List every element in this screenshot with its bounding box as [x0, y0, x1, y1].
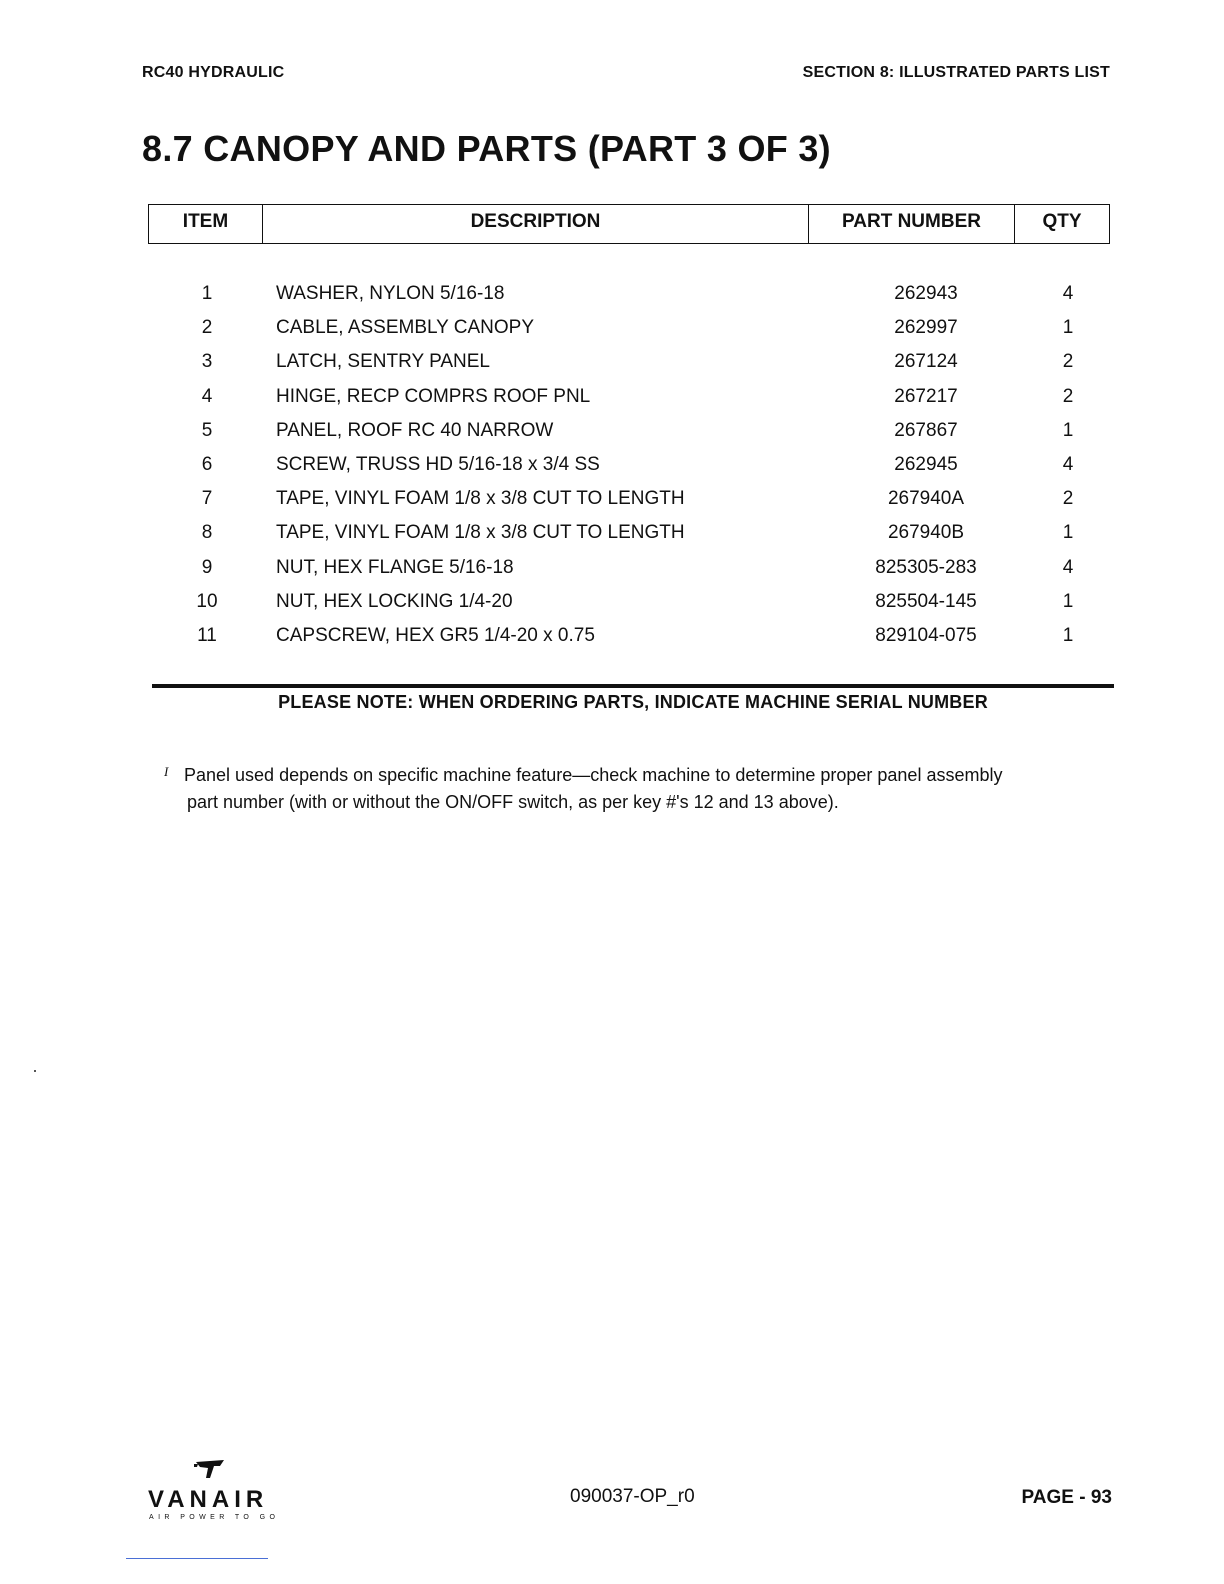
table-row — [148, 277, 1110, 311]
quantity: 4 — [1062, 283, 1074, 305]
parts-table-body — [148, 277, 1110, 653]
quantity: 1 — [1062, 419, 1074, 441]
item-description: TAPE, VINYL FOAM 1/8 x 3/8 CUT TO LENGTH — [276, 522, 685, 544]
column-header-item: ITEM — [149, 205, 263, 243]
item-number: 7 — [201, 488, 213, 510]
quantity: 1 — [1062, 590, 1074, 612]
item-description: TAPE, VINYL FOAM 1/8 x 3/8 CUT TO LENGTH — [276, 488, 685, 510]
ordering-note: PLEASE NOTE: WHEN ORDERING PARTS, INDICATE MACHINE SERIAL NUMBER — [278, 692, 988, 712]
item-number: 10 — [196, 590, 218, 612]
part-number: 267940A — [887, 488, 965, 510]
quantity: 2 — [1062, 351, 1074, 373]
part-number: 825504-145 — [875, 590, 977, 612]
table-row — [148, 345, 1110, 379]
quantity: 2 — [1062, 488, 1074, 510]
part-number: 262997 — [894, 317, 958, 339]
header-right: SECTION 8: ILLUSTRATED PARTS LIST — [802, 64, 1110, 81]
item-number: 1 — [201, 283, 213, 305]
table-row — [148, 311, 1110, 345]
item-number: 2 — [201, 317, 213, 339]
part-number: 267124 — [894, 351, 958, 373]
part-number: 262943 — [894, 283, 958, 305]
quantity: 4 — [1062, 556, 1074, 578]
item-number: 11 — [197, 624, 217, 646]
vanair-logo — [148, 1458, 308, 1528]
part-number: 262945 — [894, 454, 958, 476]
item-number: 8 — [201, 522, 213, 544]
quantity: 1 — [1062, 317, 1074, 339]
item-description: LATCH, SENTRY PANEL — [276, 351, 490, 373]
footnote-line-2: part number (with or without the ON/OFF switch, as per key #'s 12 and 13 above). — [187, 792, 839, 812]
item-description: SCREW, TRUSS HD 5/16-18 x 3/4 SS — [276, 454, 600, 476]
item-number: 3 — [201, 351, 213, 373]
item-description: WASHER, NYLON 5/16-18 — [276, 283, 505, 305]
table-row — [148, 448, 1110, 482]
quantity: 1 — [1062, 522, 1074, 544]
blue-underline — [126, 1558, 268, 1559]
table-row — [148, 585, 1110, 619]
divider-rule — [152, 684, 1114, 688]
item-number: 5 — [201, 419, 213, 441]
column-header-description: DESCRIPTION — [263, 205, 809, 243]
vanair-logo-icon — [194, 1458, 228, 1482]
page-number: PAGE - 93 — [1021, 1487, 1112, 1508]
table-row — [148, 516, 1110, 550]
item-description: CABLE, ASSEMBLY CANOPY — [276, 317, 535, 339]
item-description: CAPSCREW, HEX GR5 1/4-20 x 0.75 — [276, 624, 595, 646]
item-description: NUT, HEX FLANGE 5/16-18 — [276, 556, 514, 578]
scan-speck — [34, 1070, 36, 1072]
part-number: 267940B — [887, 522, 965, 544]
table-row — [148, 482, 1110, 516]
table-row — [148, 414, 1110, 448]
footnote-line-1: Panel used depends on specific machine feature—check machine to determine proper panel assembly — [184, 765, 1003, 785]
part-number: 829104-075 — [875, 624, 977, 646]
quantity: 1 — [1062, 624, 1074, 646]
logo-tagline: AIR POWER TO GO — [149, 1514, 280, 1521]
logo-wordmark: VANAIR — [148, 1486, 269, 1513]
part-number: 267867 — [894, 419, 958, 441]
part-number: 267217 — [894, 385, 958, 407]
quantity: 2 — [1062, 385, 1074, 407]
table-row — [148, 619, 1110, 653]
item-number: 4 — [201, 385, 213, 407]
table-row — [148, 380, 1110, 414]
item-number: 6 — [201, 454, 213, 476]
item-number: 9 — [201, 556, 213, 578]
part-number: 825305-283 — [875, 556, 977, 578]
table-row — [148, 551, 1110, 585]
table-header — [148, 204, 1110, 244]
column-header-qty: QTY — [1042, 211, 1082, 232]
header-left: RC40 HYDRAULIC — [142, 64, 285, 81]
item-description: HINGE, RECP COMPRS ROOF PNL — [276, 385, 591, 407]
footnote-mark: I — [164, 764, 169, 779]
page-title: 8.7 CANOPY AND PARTS (PART 3 OF 3) — [142, 128, 831, 169]
item-description: PANEL, ROOF RC 40 NARROW — [276, 419, 554, 441]
footnote — [164, 762, 1104, 816]
document-number: 090037-OP_r0 — [570, 1486, 695, 1507]
quantity: 4 — [1062, 454, 1074, 476]
column-header-part-number: PART NUMBER — [809, 205, 1015, 243]
item-description: NUT, HEX LOCKING 1/4-20 — [276, 590, 513, 612]
